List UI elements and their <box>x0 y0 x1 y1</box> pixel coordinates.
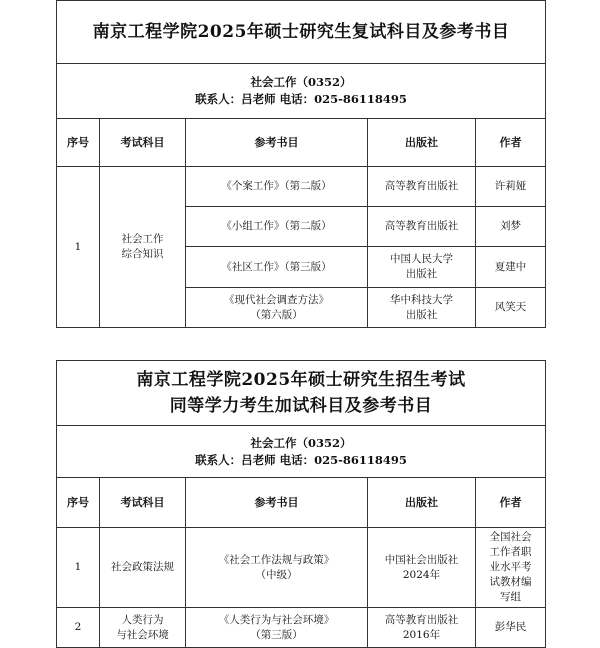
contact-info: 联系人：吕老师 电话：025-86118495 <box>195 452 407 467</box>
author-cell: 风笑天 <box>476 288 546 328</box>
publisher-cell: 华中科技大学 出版社 <box>368 288 476 328</box>
book-cell: 《现代社会调查方法》 （第六版） <box>186 288 368 328</box>
header-book: 参考书目 <box>186 119 368 167</box>
seq-cell: 1 <box>57 528 100 608</box>
program-code: 社会工作（0352） <box>250 75 352 89</box>
header-publisher: 出版社 <box>368 119 476 167</box>
retest-title: 南京工程学院2025年硕士研究生复试科目及参考书目 <box>57 1 546 64</box>
header-author: 作者 <box>476 478 546 528</box>
header-book: 参考书目 <box>186 478 368 528</box>
publisher-cell: 高等教育出版社 2016年 <box>368 608 476 648</box>
author-cell: 刘梦 <box>476 207 546 247</box>
book-cell: 《人类行为与社会环境》 （第三版） <box>186 608 368 648</box>
equivalent-exam-title: 南京工程学院2025年硕士研究生招生考试 同等学力考生加试科目及参考书目 <box>57 361 546 426</box>
header-author: 作者 <box>476 119 546 167</box>
publisher-cell: 高等教育出版社 <box>368 207 476 247</box>
table-row <box>57 608 546 648</box>
author-cell: 夏建中 <box>476 247 546 288</box>
publisher-cell: 中国社会出版社 2024年 <box>368 528 476 608</box>
subject-cell: 社会政策法规 <box>100 528 186 608</box>
retest-program-contact <box>57 64 546 119</box>
header-seq: 序号 <box>57 478 100 528</box>
publisher-cell: 中国人民大学 出版社 <box>368 247 476 288</box>
retest-table <box>56 0 546 328</box>
seq-cell: 2 <box>57 608 100 648</box>
equivalent-exam-table <box>56 360 546 648</box>
seq-cell: 1 <box>57 167 100 328</box>
author-cell: 许莉娅 <box>476 167 546 207</box>
author-cell: 彭华民 <box>476 608 546 648</box>
program-code: 社会工作（0352） <box>250 435 352 450</box>
book-cell: 《个案工作》（第二版） <box>186 167 368 207</box>
book-cell: 《社会工作法规与政策》 （中级） <box>186 528 368 608</box>
header-seq: 序号 <box>57 119 100 167</box>
equivalent-program-contact <box>57 426 546 478</box>
header-subject: 考试科目 <box>100 478 186 528</box>
subject-cell: 社会工作 综合知识 <box>100 167 186 328</box>
book-cell: 《社区工作》（第三版） <box>186 247 368 288</box>
subject-cell: 人类行为 与社会环境 <box>100 608 186 648</box>
table-row <box>57 528 546 608</box>
table-row <box>57 167 546 207</box>
book-cell: 《小组工作》（第二版） <box>186 207 368 247</box>
header-publisher: 出版社 <box>368 478 476 528</box>
header-subject: 考试科目 <box>100 119 186 167</box>
contact-info: 联系人：吕老师 电话：025-86118495 <box>195 92 407 106</box>
author-cell: 全国社会 工作者职 业水平考 试教材编 写组 <box>476 528 546 608</box>
publisher-cell: 高等教育出版社 <box>368 167 476 207</box>
